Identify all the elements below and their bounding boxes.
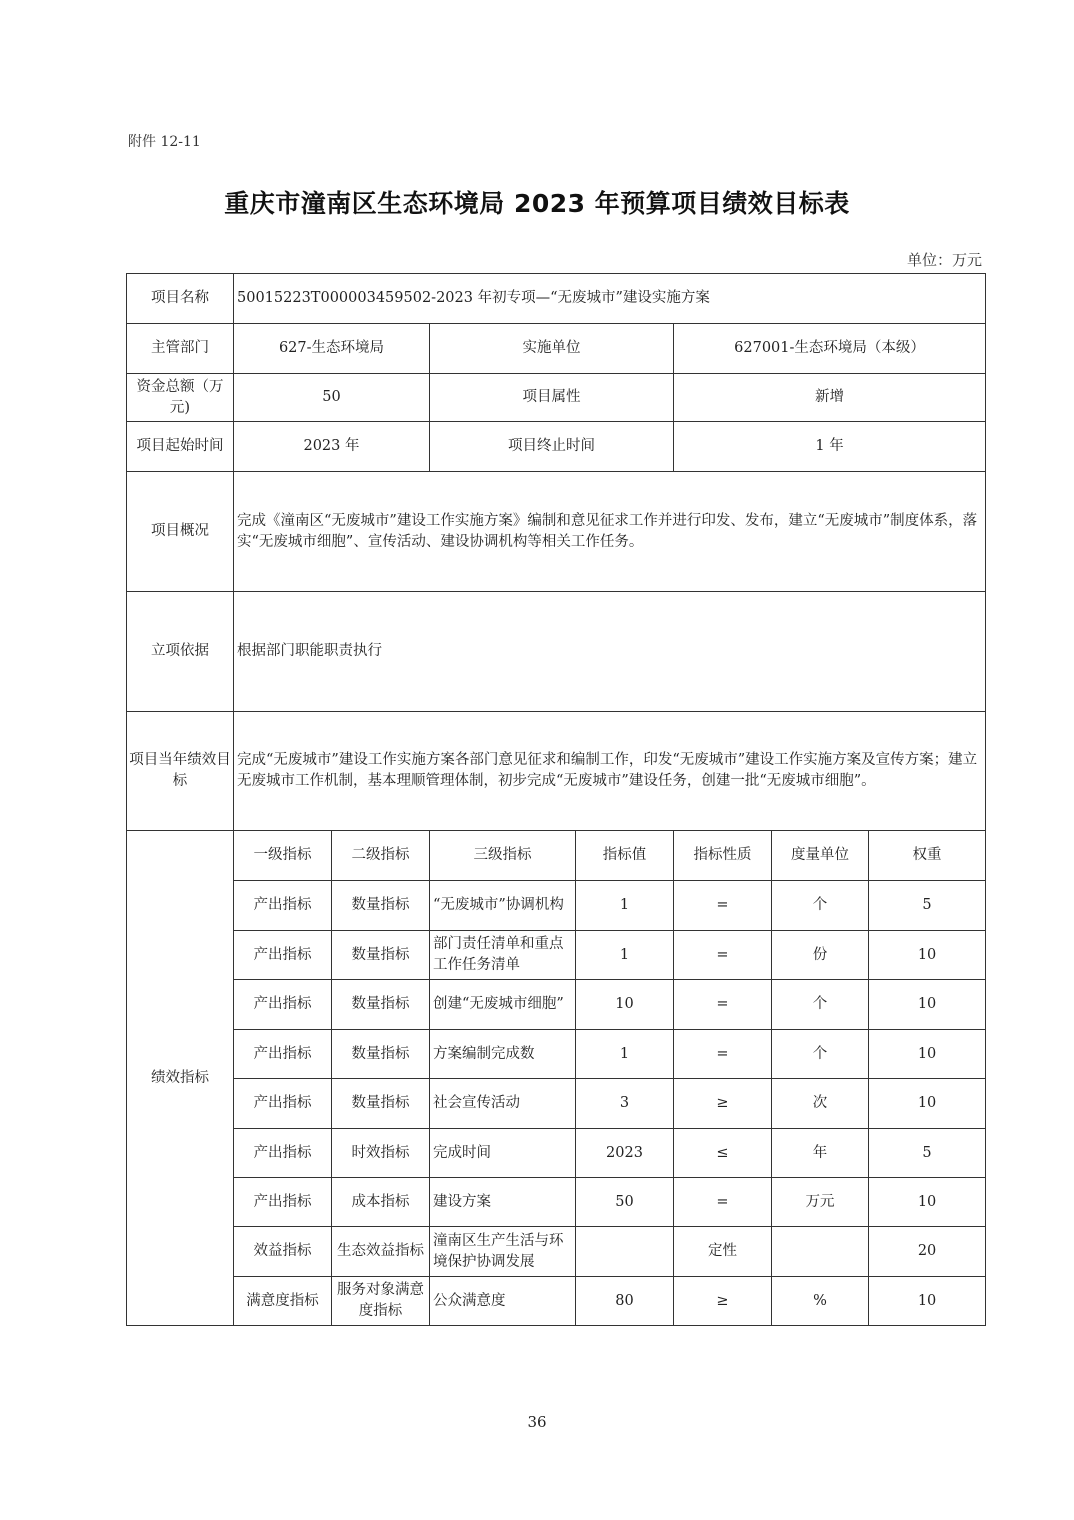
level2-cell: 数量指标 — [332, 1030, 430, 1079]
weight-cell: 10 — [869, 1178, 986, 1227]
nature-cell: ≤ — [674, 1129, 772, 1178]
dept-value: 627-生态环境局 — [234, 324, 430, 374]
header-level1: 一级指标 — [234, 831, 332, 881]
attachment-label: 附件 12-11 — [128, 134, 201, 150]
unit-cell: 个 — [772, 1030, 869, 1079]
header-nature: 指标性质 — [674, 831, 772, 881]
unit-cell — [772, 1227, 869, 1277]
value-cell: 10 — [576, 980, 674, 1030]
indicator-row — [127, 1079, 986, 1129]
level2-cell: 数量指标 — [332, 1079, 430, 1129]
level3-cell: 创建“无废城市细胞” — [430, 980, 576, 1030]
weight-cell: 20 — [869, 1227, 986, 1277]
start-label: 项目起始时间 — [127, 422, 234, 472]
goal-label: 项目当年绩效目标 — [127, 712, 234, 831]
funds-label: 资金总额（万元) — [127, 374, 234, 422]
value-cell: 1 — [576, 881, 674, 931]
indicator-row — [127, 1030, 986, 1079]
unit-cell: % — [772, 1277, 869, 1326]
impl-unit-value: 627001-生态环境局（本级） — [674, 324, 986, 374]
weight-cell: 10 — [869, 931, 986, 980]
value-cell: 1 — [576, 931, 674, 980]
indicator-section-label: 绩效指标 — [127, 831, 234, 1326]
value-cell: 2023 — [576, 1129, 674, 1178]
nature-cell: ≥ — [674, 1079, 772, 1129]
attr-label: 项目属性 — [430, 374, 674, 422]
indicator-row — [127, 1129, 986, 1178]
level3-cell: 公众满意度 — [430, 1277, 576, 1326]
indicator-row — [127, 1227, 986, 1277]
weight-cell: 10 — [869, 980, 986, 1030]
level3-cell: 潼南区生产生活与环境保护协调发展 — [430, 1227, 576, 1277]
nature-cell: = — [674, 1178, 772, 1227]
overview-value: 完成《潼南区“无废城市”建设工作实施方案》编制和意见征求工作并进行印发、发布，建立“无废城市”制度体系，落实“无废城市细胞”、宣传活动、建设协调机构等相关工作任务。 — [234, 472, 986, 592]
header-level3: 三级指标 — [430, 831, 576, 881]
header-value: 指标值 — [576, 831, 674, 881]
level3-cell: 建设方案 — [430, 1178, 576, 1227]
page-title: 重庆市潼南区生态环境局 2023 年预算项目绩效目标表 — [224, 189, 850, 218]
row-project-name — [127, 274, 986, 324]
nature-cell: 定性 — [674, 1227, 772, 1277]
start-value: 2023 年 — [234, 422, 430, 472]
basis-label: 立项依据 — [127, 592, 234, 712]
value-cell: 1 — [576, 1030, 674, 1079]
indicator-row — [127, 931, 986, 980]
unit-label: 单位：万元 — [906, 251, 982, 269]
goal-value: 完成“无废城市”建设工作实施方案各部门意见征求和编制工作，印发“无废城市”建设工作实施方案及宣传方案；建立无废城市工作机制，基本理顺管理体制，初步完成“无废城市”建设任务，创建一批“无废城市细胞”。 — [234, 712, 986, 831]
weight-cell: 10 — [869, 1079, 986, 1129]
level1-cell: 产出指标 — [234, 1178, 332, 1227]
row-goal — [127, 712, 986, 831]
unit-cell: 个 — [772, 881, 869, 931]
dept-label: 主管部门 — [127, 324, 234, 374]
level3-cell: 完成时间 — [430, 1129, 576, 1178]
level2-cell: 数量指标 — [332, 931, 430, 980]
weight-cell: 5 — [869, 1129, 986, 1178]
nature-cell: = — [674, 931, 772, 980]
weight-cell: 5 — [869, 881, 986, 931]
project-name-value: 50015223T000003459502-2023 年初专项—“无废城市”建设实施方案 — [234, 274, 986, 324]
level3-cell: 方案编制完成数 — [430, 1030, 576, 1079]
level3-cell: 部门责任清单和重点工作任务清单 — [430, 931, 576, 980]
funds-value: 50 — [234, 374, 430, 422]
level1-cell: 产出指标 — [234, 881, 332, 931]
end-label: 项目终止时间 — [430, 422, 674, 472]
level1-cell: 产出指标 — [234, 1030, 332, 1079]
performance-table — [126, 273, 986, 1326]
level2-cell: 服务对象满意度指标 — [332, 1277, 430, 1326]
level1-cell: 产出指标 — [234, 1129, 332, 1178]
row-dept — [127, 324, 986, 374]
indicator-row — [127, 881, 986, 931]
level2-cell: 数量指标 — [332, 980, 430, 1030]
value-cell: 3 — [576, 1079, 674, 1129]
level1-cell: 产出指标 — [234, 980, 332, 1030]
page-number: 36 — [527, 1413, 547, 1431]
unit-cell: 份 — [772, 931, 869, 980]
row-funds — [127, 374, 986, 422]
impl-unit-label: 实施单位 — [430, 324, 674, 374]
level1-cell: 效益指标 — [234, 1227, 332, 1277]
indicator-row — [127, 1277, 986, 1326]
row-time — [127, 422, 986, 472]
header-unit: 度量单位 — [772, 831, 869, 881]
overview-label: 项目概况 — [127, 472, 234, 592]
level2-cell: 时效指标 — [332, 1129, 430, 1178]
indicator-header-row — [127, 831, 986, 881]
basis-value: 根据部门职能职责执行 — [234, 592, 986, 712]
value-cell: 50 — [576, 1178, 674, 1227]
weight-cell: 10 — [869, 1277, 986, 1326]
value-cell: 80 — [576, 1277, 674, 1326]
nature-cell: = — [674, 1030, 772, 1079]
row-overview — [127, 472, 986, 592]
unit-cell: 个 — [772, 980, 869, 1030]
level2-cell: 成本指标 — [332, 1178, 430, 1227]
level1-cell: 满意度指标 — [234, 1277, 332, 1326]
header-weight: 权重 — [869, 831, 986, 881]
level1-cell: 产出指标 — [234, 1079, 332, 1129]
weight-cell: 10 — [869, 1030, 986, 1079]
level3-cell: “无废城市”协调机构 — [430, 881, 576, 931]
attr-value: 新增 — [674, 374, 986, 422]
level2-cell: 生态效益指标 — [332, 1227, 430, 1277]
indicator-row — [127, 1178, 986, 1227]
header-level2: 二级指标 — [332, 831, 430, 881]
project-name-label: 项目名称 — [127, 274, 234, 324]
level3-cell: 社会宣传活动 — [430, 1079, 576, 1129]
unit-cell: 年 — [772, 1129, 869, 1178]
nature-cell: = — [674, 881, 772, 931]
level2-cell: 数量指标 — [332, 881, 430, 931]
indicator-row — [127, 980, 986, 1030]
level1-cell: 产出指标 — [234, 931, 332, 980]
end-value: 1 年 — [674, 422, 986, 472]
unit-cell: 万元 — [772, 1178, 869, 1227]
row-basis — [127, 592, 986, 712]
nature-cell: ≥ — [674, 1277, 772, 1326]
unit-cell: 次 — [772, 1079, 869, 1129]
value-cell — [576, 1227, 674, 1277]
nature-cell: = — [674, 980, 772, 1030]
